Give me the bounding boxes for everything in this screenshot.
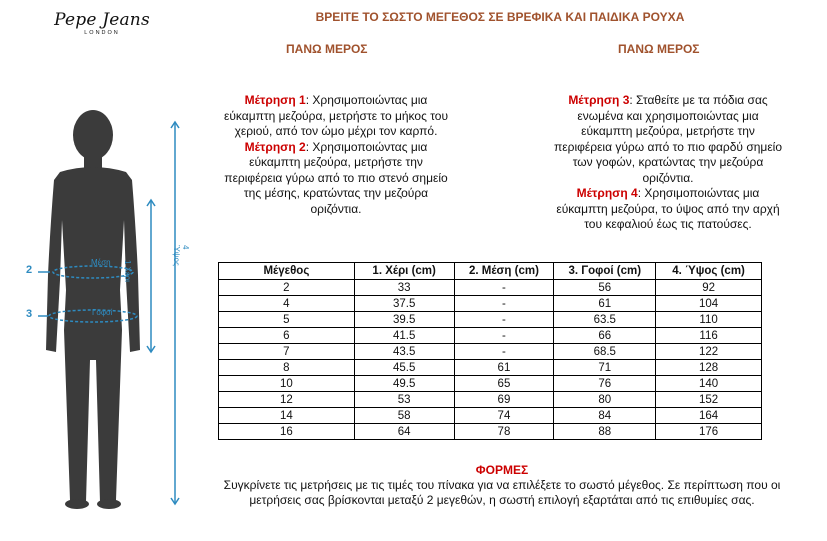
table-header: 2. Μέση (cm) xyxy=(454,263,554,280)
brand-logo xyxy=(52,10,152,36)
table-cell: 92 xyxy=(656,280,762,296)
measure-2 xyxy=(222,140,450,218)
table-cell: 128 xyxy=(656,360,762,376)
table-header: 1. Χέρι (cm) xyxy=(354,263,454,280)
table-cell: - xyxy=(454,328,554,344)
table-cell: 140 xyxy=(656,376,762,392)
table-cell: 84 xyxy=(554,408,656,424)
table-cell: 16 xyxy=(219,424,355,440)
table-cell: 152 xyxy=(656,392,762,408)
table-cell: 65 xyxy=(454,376,554,392)
table-cell: 110 xyxy=(656,312,762,328)
table-row xyxy=(219,424,762,440)
table-cell: 43.5 xyxy=(354,344,454,360)
measure-4-text: : Χρησιμοποιώντας μια εύκαμπτη μεζούρα, το ύψος από την αρχή του κεφαλιού έως τις πατούσες. xyxy=(556,186,780,231)
table-row xyxy=(219,360,762,376)
table-cell: 104 xyxy=(656,296,762,312)
measure-3 xyxy=(553,93,783,186)
measure-2-text: : Χρησιμοποιώντας μια εύκαμπτη μεζούρα, μετρήστε την περιφέρεια γύρω από το πιο στενό σημείο της μέσης, κρατώντας την μεζούρα οριζόντια. xyxy=(224,139,448,216)
table-header-row xyxy=(219,263,762,280)
table-cell: 41.5 xyxy=(354,328,454,344)
size-table xyxy=(218,262,762,440)
measure-1 xyxy=(222,93,450,140)
table-cell: 4 xyxy=(219,296,355,312)
forms-text: Συγκρίνετε τις μετρήσεις με τις τιμές του πίνακα για να επιλέξετε το σωστό μέγεθος. Σε περίπτωση που οι μετρήσεις σας βρίσκονται μεταξύ 2 μεγεθών, η σωστή επιλογή εξαρτάται από τις επιθυμίες σας. xyxy=(223,478,781,507)
table-cell: 6 xyxy=(219,328,355,344)
table-cell: 8 xyxy=(219,360,355,376)
measure-2-label: Μέτρηση 2 xyxy=(244,139,306,154)
table-cell: 164 xyxy=(656,408,762,424)
table-row xyxy=(219,376,762,392)
table-row xyxy=(219,312,762,328)
measure-right-block xyxy=(553,93,783,233)
table-cell: 68.5 xyxy=(554,344,656,360)
table-cell: 33 xyxy=(354,280,454,296)
table-cell: 7 xyxy=(219,344,355,360)
forms-section xyxy=(222,463,782,508)
table-cell: 80 xyxy=(554,392,656,408)
table-row xyxy=(219,408,762,424)
measure-4 xyxy=(553,186,783,233)
table-cell: 45.5 xyxy=(354,360,454,376)
table-cell: 176 xyxy=(656,424,762,440)
measure-left-block xyxy=(222,93,450,217)
table-cell: 49.5 xyxy=(354,376,454,392)
table-cell: 5 xyxy=(219,312,355,328)
table-cell: - xyxy=(454,296,554,312)
subtitle-right: ΠΑΝΩ ΜΕΡΟΣ xyxy=(618,42,700,56)
height-label: 4 Ύψος xyxy=(172,245,190,266)
table-cell: 56 xyxy=(554,280,656,296)
table-row xyxy=(219,328,762,344)
table-row xyxy=(219,344,762,360)
table-cell: 78 xyxy=(454,424,554,440)
hips-label: Γοφοί xyxy=(92,308,113,317)
measure-4-label: Μέτρηση 4 xyxy=(576,186,638,200)
marker-2: 2 xyxy=(26,264,33,276)
table-header: 4. Ύψος (cm) xyxy=(656,263,762,280)
table-cell: 37.5 xyxy=(354,296,454,312)
logo-city: LONDON xyxy=(84,30,120,36)
table-header: Μέγεθος xyxy=(219,263,355,280)
table-cell: 53 xyxy=(354,392,454,408)
measure-1-label: Μέτρηση 1 xyxy=(244,93,306,107)
measure-3-text: : Σταθείτε με τα πόδια σας ενωμένα και χρησιμοποιώντας μια εύκαμπτη μεζούρα, μετρήστε την περιφέρεια γύρω από το πιο φαρδύ σημείο των γοφών, κρατώντας την μεζούρα οριζόντια. xyxy=(553,93,783,185)
table-cell: 2 xyxy=(219,280,355,296)
table-cell: - xyxy=(454,280,554,296)
forms-title: ΦΟΡΜΕΣ xyxy=(475,463,529,477)
table-cell: 64 xyxy=(354,424,454,440)
table-cell: 66 xyxy=(554,328,656,344)
waist-label: Μέση xyxy=(91,258,111,267)
arm-label: 1 Χέρι xyxy=(123,260,132,282)
table-header: 3. Γοφοί (cm) xyxy=(554,263,656,280)
table-cell: 71 xyxy=(554,360,656,376)
table-cell: 12 xyxy=(219,392,355,408)
logo-brand: Pepe Jeans xyxy=(54,10,150,30)
measure-3-label: Μέτρηση 3 xyxy=(568,93,630,107)
page-title: ΒΡΕΙΤΕ ΤΟ ΣΩΣΤΟ ΜΕΓΕΘΟΣ ΣΕ ΒΡΕΦΙΚΑ ΚΑΙ ΠΑΙΔΙΚΑ ΡΟΥΧΑ xyxy=(315,10,685,24)
table-cell: 10 xyxy=(219,376,355,392)
table-row xyxy=(219,392,762,408)
size-table-wrapper xyxy=(218,262,762,440)
table-cell: - xyxy=(454,344,554,360)
table-row xyxy=(219,280,762,296)
table-cell: 122 xyxy=(656,344,762,360)
table-cell: 76 xyxy=(554,376,656,392)
body-figure xyxy=(20,100,210,530)
subtitle-left: ΠΑΝΩ ΜΕΡΟΣ xyxy=(286,42,368,56)
table-cell: 88 xyxy=(554,424,656,440)
table-cell: 63.5 xyxy=(554,312,656,328)
table-cell: 58 xyxy=(354,408,454,424)
table-cell: 69 xyxy=(454,392,554,408)
table-cell: 14 xyxy=(219,408,355,424)
table-cell: 61 xyxy=(454,360,554,376)
table-cell: 39.5 xyxy=(354,312,454,328)
silhouette-illustration xyxy=(20,100,210,530)
table-cell: - xyxy=(454,312,554,328)
table-cell: 74 xyxy=(454,408,554,424)
marker-3: 3 xyxy=(26,308,33,320)
table-row xyxy=(219,296,762,312)
measure-1-text: : Χρησιμοποιώντας μια εύκαμπτη μεζούρα, μετρήστε το μήκος του χεριού, από τον ώμο μέχρι τον καρπό. xyxy=(223,93,448,138)
table-cell: 116 xyxy=(656,328,762,344)
table-cell: 61 xyxy=(554,296,656,312)
